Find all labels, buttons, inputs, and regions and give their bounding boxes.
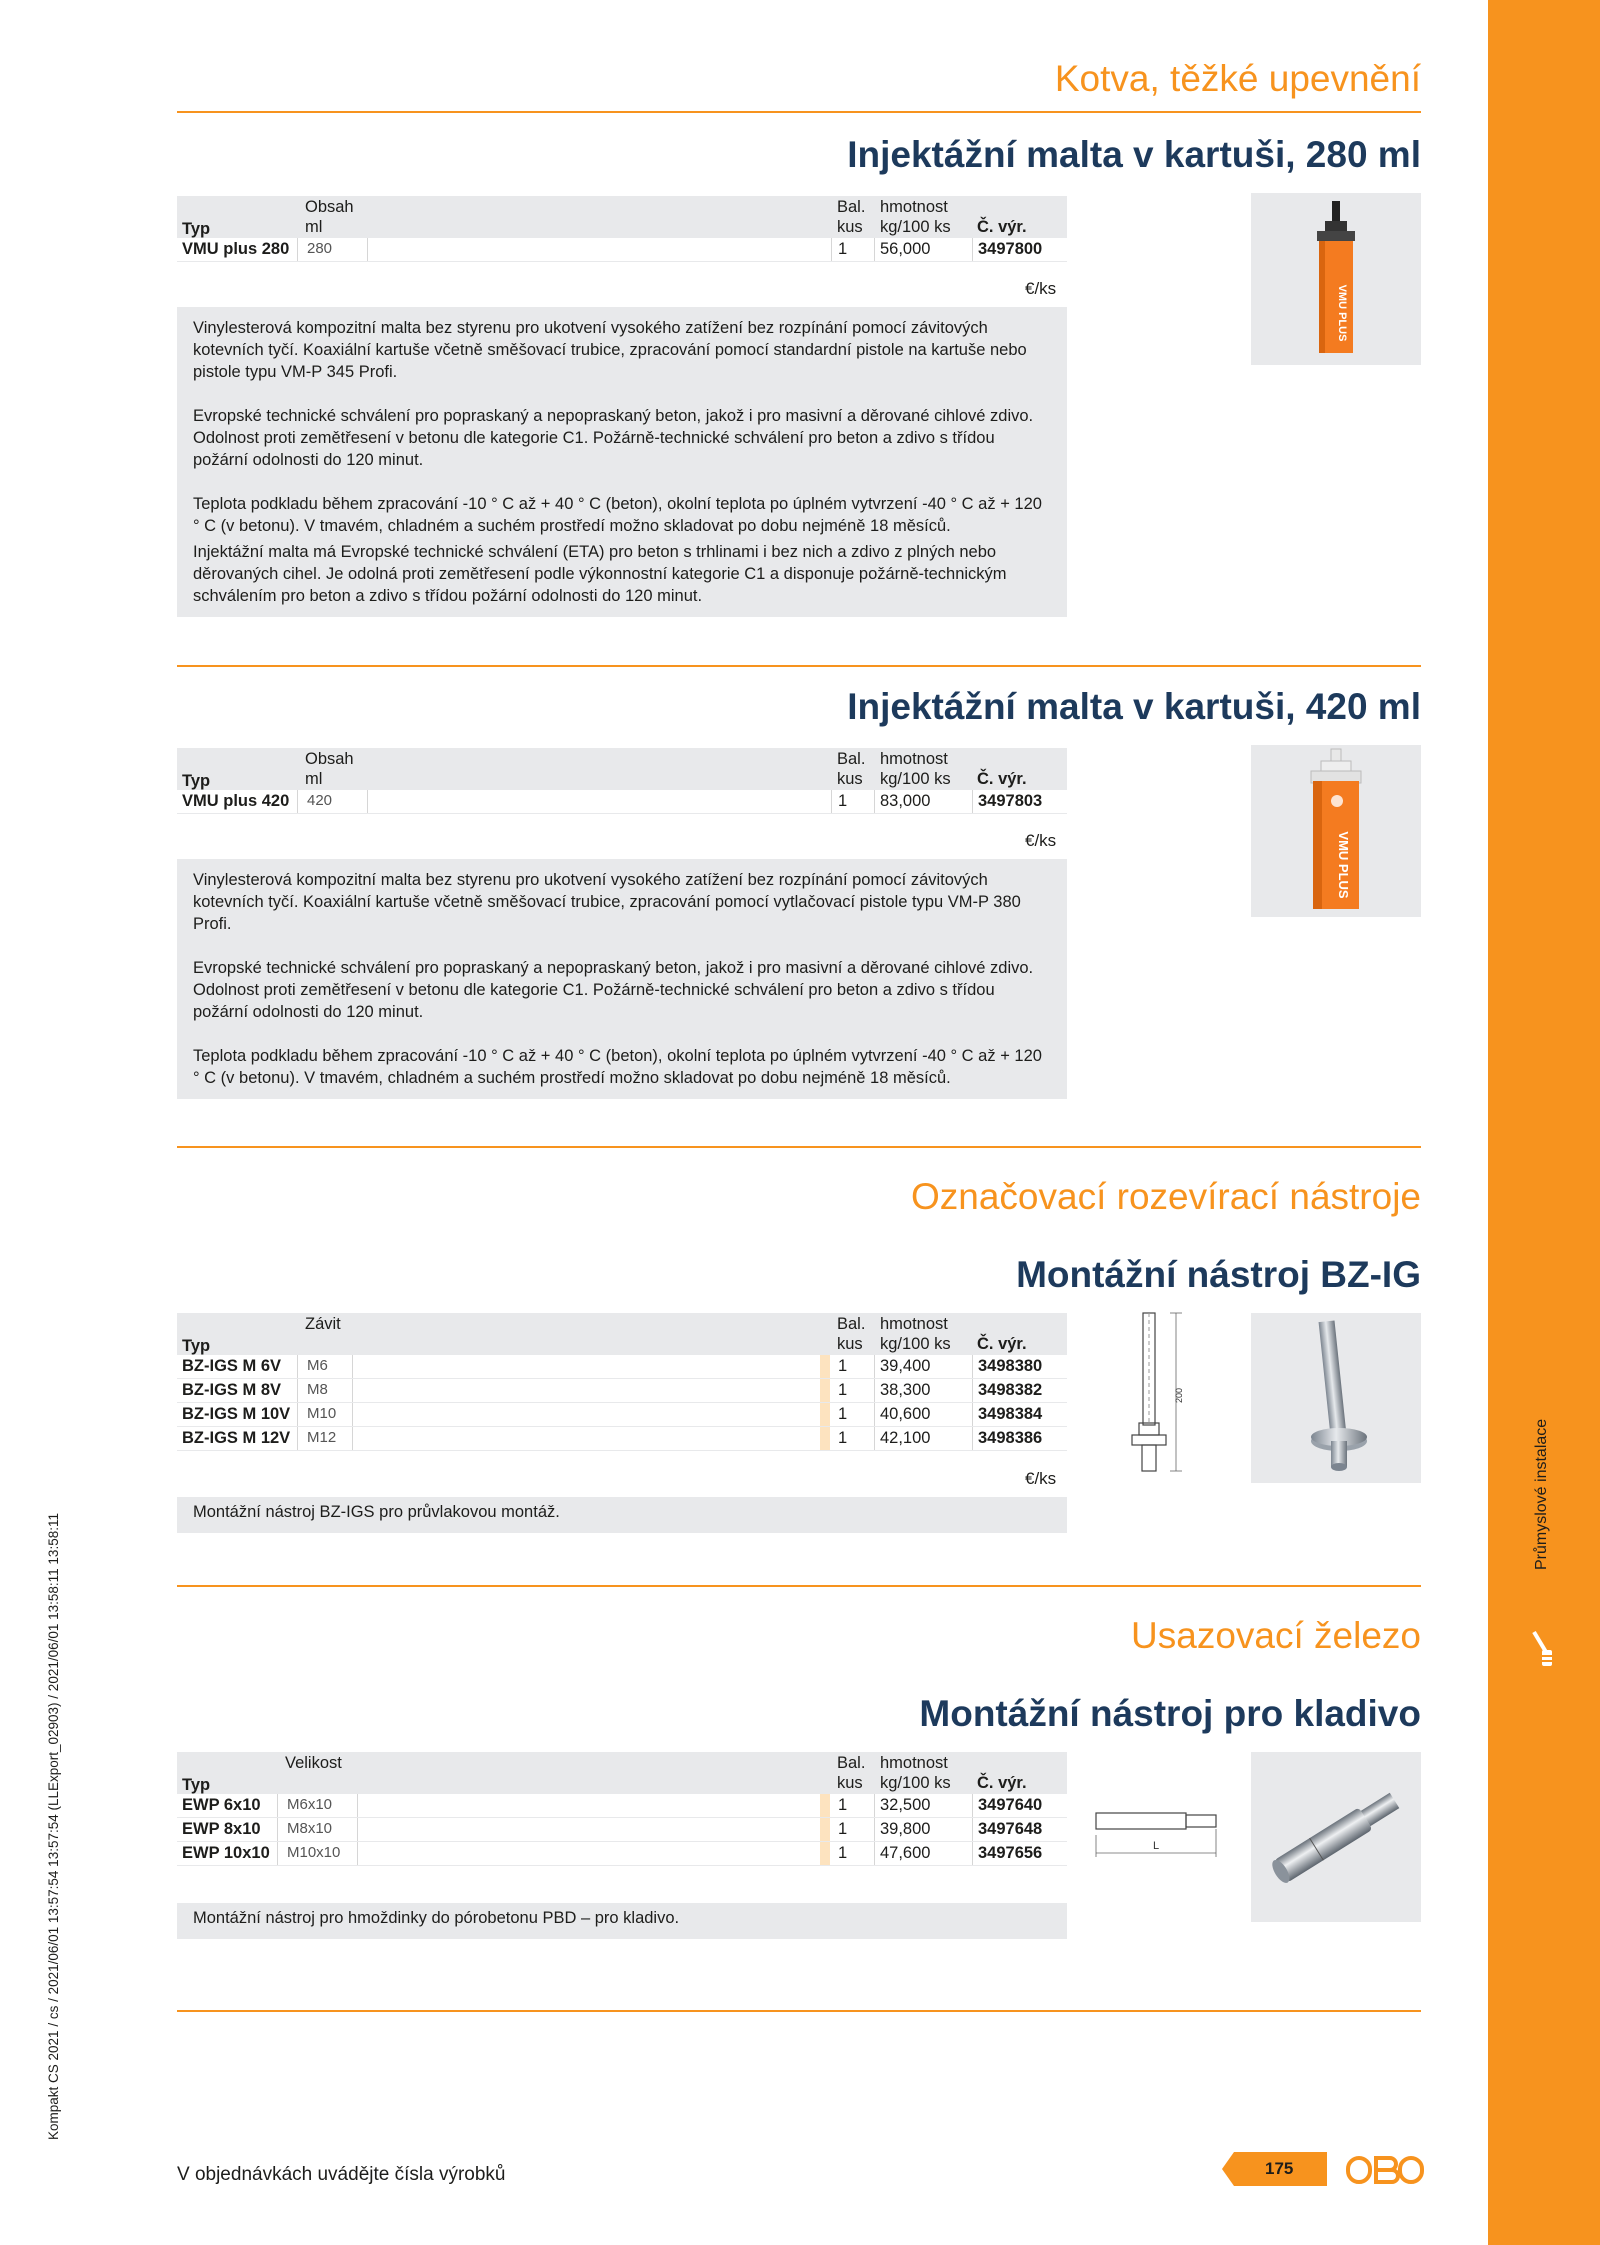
cell-typ: EWP 6x10 [182,1796,261,1814]
technical-drawing [1090,1805,1226,1865]
cell-article: 3497803 [978,792,1043,810]
cell-typ: VMU plus 280 [182,240,290,258]
cell-weight: 83,000 [880,792,931,810]
cell-attr: 280 [307,240,333,257]
header-attr-unit: ml [305,770,323,788]
header-bal-unit: kus [837,218,863,236]
description [177,1903,1067,1939]
page-number: 175 [1265,2159,1294,2178]
header-weight: hmotnost [880,198,948,216]
cell-typ: BZ-IGS M 6V [182,1357,282,1375]
header-typ: Typ [182,1337,211,1355]
header-bal-unit: kus [837,1774,863,1792]
cell-bal: 1 [838,1844,848,1862]
cell-weight: 32,500 [880,1796,931,1814]
cell-typ: BZ-IGS M 8V [182,1381,282,1399]
section-rule [177,1585,1421,1587]
anchor-bolt-icon [1530,1628,1562,1672]
cell-typ: EWP 10x10 [182,1844,270,1862]
dimension-label: L [1152,1840,1160,1852]
cell-attr: M6x10 [287,1796,333,1813]
header-article: Č. výr. [977,770,1027,788]
product-table [177,748,1067,814]
description-paragraph: Evropské technické schválení pro popraskaný a nepopraskaný beton, jakož i pro masivní a děrované cihlové zdivo. Odolnost proti zemětřesení v betonu dle kategorie C1. Požárně-technické schválení pro beton a zdivo s třídou požární odolnosti do 120 minut. [193,959,1034,1021]
dimension-label: 200 [1174,1387,1184,1403]
header-weight: hmotnost [880,750,948,768]
cell-bal: 1 [838,792,848,810]
sidebar-label: Průmyslové instalace [1533,1418,1550,1570]
table-row [177,1818,1067,1842]
section-rule [177,2010,1421,2012]
table-header [177,1752,1067,1794]
table-row [177,1379,1067,1403]
technical-drawing [1110,1307,1190,1491]
table-row [177,238,1067,262]
header-weight-unit: kg/100 ks [880,770,951,788]
table-header [177,748,1067,790]
cell-bal: 1 [838,1405,848,1423]
product-title: Injektážní malta v kartuši, 280 ml [847,134,1421,175]
cell-attr: 420 [307,792,333,809]
cell-article: 3497648 [978,1820,1043,1838]
description [177,307,1067,617]
cell-typ: VMU plus 420 [182,792,290,810]
section-rule [177,665,1421,667]
cell-bal: 1 [838,1796,848,1814]
header-bal-unit: kus [837,770,863,788]
cell-attr: M8 [307,1381,328,1398]
price-unit: €/ks [1025,279,1057,298]
table-row [177,1403,1067,1427]
cell-article: 3498384 [978,1405,1043,1423]
header-typ: Typ [182,220,211,238]
header-weight-unit: kg/100 ks [880,1774,951,1792]
product-image [1251,745,1421,917]
cell-article: 3497800 [978,240,1043,258]
header-attr: Závit [305,1315,341,1333]
description-paragraph: Injektážní malta má Evropské technické schválení (ETA) pro beton s trhlinami i bez nich a zdivo z plných nebo děrovaných cihel. Je odolná proti zemětřesení podle výkonnostní kategorie C1 a disponuje požárně-technickým schválením pro beton a zdivo s třídou požární odolnosti do 120 minut. [193,543,1007,605]
cell-weight: 47,600 [880,1844,931,1862]
description-paragraph: Montážní nástroj BZ-IGS pro průvlakovou montáž. [193,1503,560,1521]
description-paragraph: Evropské technické schválení pro popraskaný a nepopraskaný beton, jakož i pro masivní a děrované cihlové zdivo. Odolnost proti zemětřesení v betonu dle kategorie C1. Požárně-technické schválení pro beton a zdivo s třídou požární odolnosti do 120 minut. [193,407,1034,469]
cell-attr: M6 [307,1357,328,1374]
header-article: Č. výr. [977,218,1027,236]
cell-weight: 40,600 [880,1405,931,1423]
header-attr-unit: ml [305,218,323,236]
cell-attr: M8x10 [287,1820,333,1837]
header-bal: Bal. [837,1754,866,1772]
footer-note: V objednávkách uvádějte čísla výrobků [177,2164,506,2185]
header-weight-unit: kg/100 ks [880,1335,951,1353]
header-weight: hmotnost [880,1754,948,1772]
cell-article: 3497656 [978,1844,1043,1862]
header-article: Č. výr. [977,1335,1027,1353]
cartridge-label: VMU PLUS [1336,831,1351,899]
description [177,1497,1067,1533]
cell-article: 3497640 [978,1796,1043,1814]
category-title: Kotva, těžké upevnění [1054,58,1421,99]
cell-weight: 38,300 [880,1381,931,1399]
cartridge-label: VMU PLUS [1336,284,1348,342]
description-paragraph: Teplota podkladu během zpracování -10 ° C až + 40 ° C (beton), okolní teplota po úplném vytvrzení -40 ° C až + 120 ° C (v betonu). V tmavém, chladném a suchém prostředí možno skladovat po dobu nejméně 18 měsíců. [193,1047,1042,1087]
cell-bal: 1 [838,1429,848,1447]
header-weight-unit: kg/100 ks [880,218,951,236]
product-table [177,1313,1067,1451]
obo-logo [1346,2154,1424,2188]
header-attr: Velikost [285,1754,342,1772]
cell-bal: 1 [838,1820,848,1838]
cell-typ: BZ-IGS M 10V [182,1405,291,1423]
cell-weight: 56,000 [880,240,931,258]
header-bal: Bal. [837,198,866,216]
price-unit: €/ks [1025,1469,1057,1488]
header-article: Č. výr. [977,1774,1027,1792]
sidebar [1488,0,1600,2245]
header-bal-unit: kus [837,1335,863,1353]
table-row [177,790,1067,814]
price-unit: €/ks [1025,831,1057,850]
category-title: Označovací rozevírací nástroje [911,1176,1421,1217]
cell-bal: 1 [838,1357,848,1375]
cell-attr: M10x10 [287,1844,341,1861]
table-row [177,1355,1067,1379]
table-row [177,1794,1067,1818]
header-bal: Bal. [837,1315,866,1333]
header-attr: Obsah [305,750,354,768]
product-image [1251,1752,1421,1922]
cell-bal: 1 [838,1381,848,1399]
cell-weight: 42,100 [880,1429,931,1447]
section-rule [177,111,1421,113]
header-weight: hmotnost [880,1315,948,1333]
product-title: Montážní nástroj pro kladivo [919,1693,1421,1734]
product-title: Injektážní malta v kartuši, 420 ml [847,686,1421,727]
description-paragraph: Montážní nástroj pro hmoždinky do pórobetonu PBD – pro kladivo. [193,1909,680,1927]
cell-attr: M10 [307,1405,337,1422]
description-paragraph: Vinylesterová kompozitní malta bez styrenu pro ukotvení vysokého zatížení bez rozpínání pomocí závitových kotevních tyčí. Koaxiální kartuše včetně směšovací trubice, zpracování pomocí vytlačovací pistole typu VM-P 380 Profi. [193,871,1021,933]
cell-attr: M12 [307,1429,337,1446]
document-code: Kompakt CS 2021 / cs / 2021/06/01 13:57:54 13:57:54 (LLExport_02903) / 2021/06/01 13:58:11 13:58:11 [46,1513,61,2140]
cell-bal: 1 [838,240,848,258]
table-header [177,196,1067,238]
table-row [177,1842,1067,1866]
table-header [177,1313,1067,1355]
product-table [177,1752,1067,1866]
product-title: Montážní nástroj BZ-IG [1016,1254,1421,1295]
table-row [177,1427,1067,1451]
header-typ: Typ [182,772,211,790]
cell-article: 3498382 [978,1381,1043,1399]
description-paragraph: Vinylesterová kompozitní malta bez styrenu pro ukotvení vysokého zatížení bez rozpínání pomocí závitových kotevních tyčí. Koaxiální kartuše včetně směšovací trubice, zpracování pomocí standardní pistole na kartuše nebo pistole typu VM-P 345 Profi. [193,319,1027,381]
description-paragraph: Teplota podkladu během zpracování -10 ° C až + 40 ° C (beton), okolní teplota po úplném vytvrzení -40 ° C až + 120 ° C (v betonu). V tmavém, chladném a suchém prostředí možno skladovat po dobu nejméně 18 měsíců. [193,495,1042,535]
header-attr: Obsah [305,198,354,216]
header-bal: Bal. [837,750,866,768]
cell-article: 3498386 [978,1429,1043,1447]
section-rule [177,1146,1421,1148]
cell-weight: 39,400 [880,1357,931,1375]
category-title: Usazovací železo [1131,1615,1421,1656]
cell-typ: EWP 8x10 [182,1820,261,1838]
header-typ: Typ [182,1776,211,1794]
description [177,859,1067,1099]
product-table [177,196,1067,262]
cell-weight: 39,800 [880,1820,931,1838]
product-image [1251,193,1421,365]
cell-typ: BZ-IGS M 12V [182,1429,291,1447]
product-image [1251,1313,1421,1483]
cell-article: 3498380 [978,1357,1043,1375]
